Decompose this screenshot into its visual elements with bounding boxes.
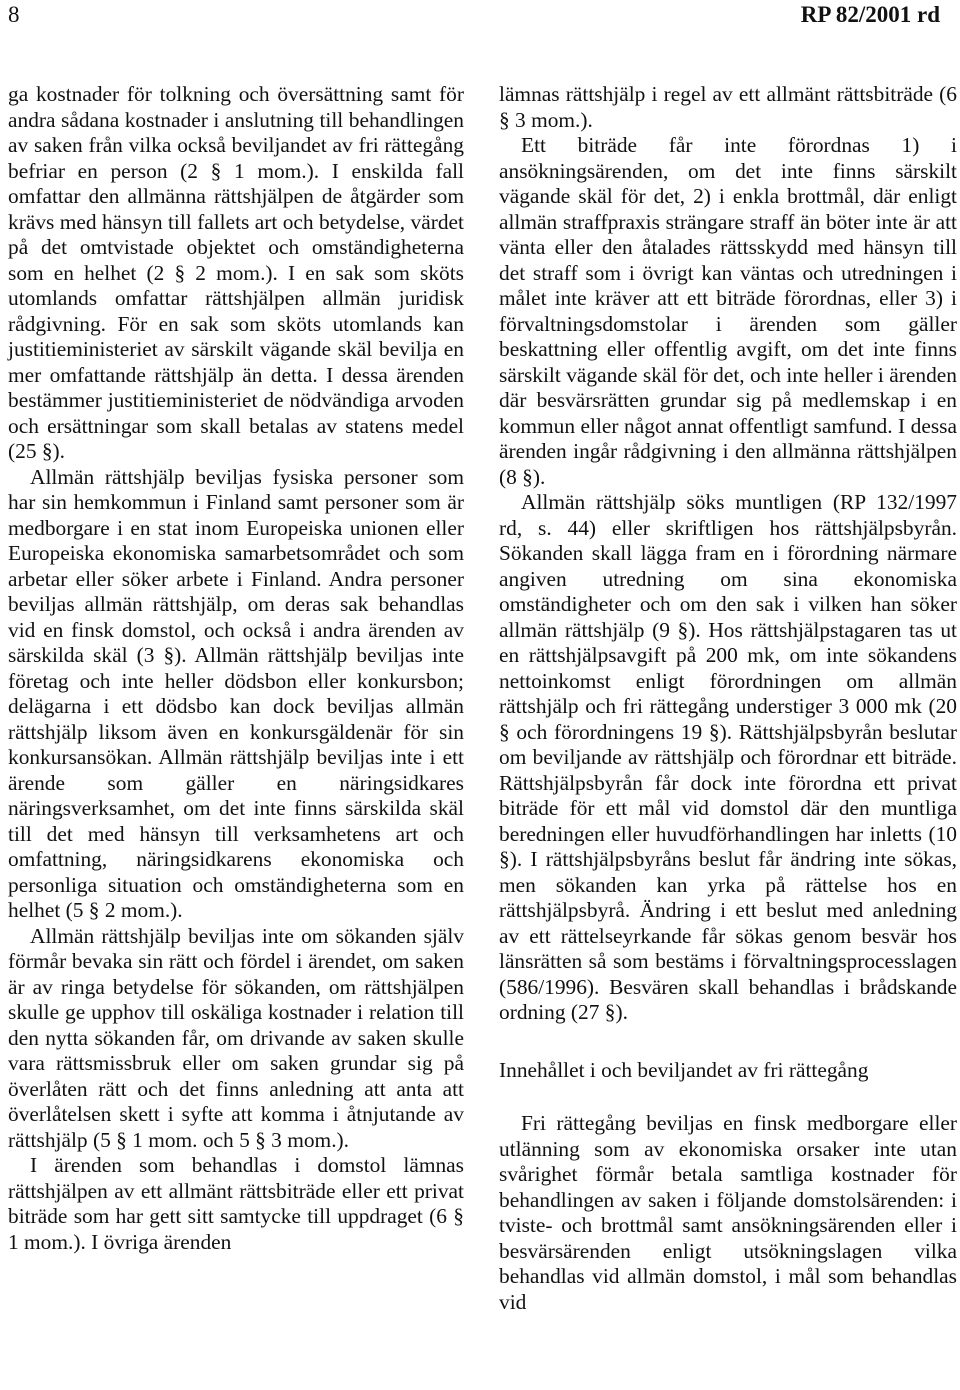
paragraph: I ärenden som behandlas i domstol lämnas rättshjälpen av ett allmänt rättsbiträde eller ett privat biträde som har gett sitt samtycke till uppdraget (6 § 1 mom.). I övriga ärenden <box>8 1153 464 1254</box>
right-column <box>499 82 957 1315</box>
left-column <box>8 82 464 1255</box>
paragraph: Ett biträde får inte förordnas 1) i ansökningsärenden, om det inte finns särskilt vägande skäl för det, 2) i enkla brottmål, där enligt allmän straffpraxis strängare straff än böter inte är att vänta eller den åtalades rättsskydd med hänsyn till det straff som i övrigt kan väntas och utredningen i målet inte kräver att ett biträde förordnas, eller 3) i förvaltningsdomstolar i ärenden som gäller beskattning eller offentlig avgift, om det inte finns särskilt vägande skäl för det, och inte heller i ärenden där besvärsrätten grundar sig på medlemskap i en kommun eller något annat offentligt samfund. I dessa ärenden ingår rådgivning i den allmänna rättshjälpen (8 §). <box>499 133 957 489</box>
running-head: RP 82/2001 rd <box>800 2 940 27</box>
page-number: 8 <box>8 2 20 27</box>
paragraph: Allmän rättshjälp söks muntligen (RP 132/1997 rd, s. 44) eller skriftligen hos rättshjälpsbyrån. Sökanden skall lägga fram en i förordning närmare angiven utredning om sina ekonomiska omständigheter och om den sak i vilken han söker allmän rättshjälp (9 §). Hos rättshjälpstagaren tas ut en rättshjälpsavgift på 200 mk, om inte sökandens nettoinkomst enligt förordningen om allmän rättshjälp och fri rättegång understiger 3 000 mk (20 § och förordningens 19 §). Rättshjälpsbyrån beslutar om beviljande av rättshjälp och förordnar ett biträde. Rättshjälpsbyrån får dock inte förordna ett privat biträde för ett mål vid domstol där den muntliga beredningen eller huvudförhandlingen har inletts (10 §). I rättshjälpsbyråns beslut får ändring inte sökas, men sökanden kan yrka på rättelse hos en rättshjälpsbyrå. Ändring i ett beslut med anledning av ett rättelseyrkande får sökas genom besvär hos länsrätten så som bestäms i förvaltningsprocesslagen (586/1996). Besvären skall behandlas i brådskande ordning (27 §). <box>499 490 957 1024</box>
paragraph: ga kostnader för tolkning och översättning samt för andra sådana kostnader i anslutning till behandlingen av saken från vilka också beviljandet av fri rättegång befriar en person (2 § 1 mom.). I enskilda fall omfattar den allmänna rättshjälpen de åtgärder som krävs med hänsyn till fallets art och betydelse, värdet på det omtvistade objektet och omständigheterna som en helhet (2 § 2 mom.). I en sak som sköts utomlands omfattar rättshjälpen allmän juridisk rådgivning. För en sak som sköts utomlands kan justitieministeriet av särskilt vägande skäl bevilja en mer omfattande rättshjälp än detta. I dessa ärenden bestämmer justitieministeriet de nödvändiga arvoden och ersättningar som skall betalas av statens medel (25 §). <box>8 82 464 463</box>
paragraph: Fri rättegång beviljas en finsk medborgare eller utlänning som av ekonomiska orsaker inte utan svårighet förmår betala samtliga kostnader för behandlingen av saken i följande domstolsärenden: i tviste- och brottmål samt ansökningsärenden eller i besvärsärenden enligt utsökningslagen vilka behandlas vid allmän domstol, i mål som behandlas vid <box>499 1111 957 1314</box>
section-heading: Innehållet i och beviljandet av fri rättegång <box>499 1057 869 1082</box>
paragraph: Allmän rättshjälp beviljas inte om sökanden själv förmår bevaka sin rätt och fördel i ärendet, om saken är av ringa betydelse för sökanden, om rättshjälpen skulle ge upphov till oskäliga kostnader i relation till den nytta sökanden får, om drivande av saken skulle vara rättsmissbruk eller om saken grundar sig på överlåten rätt och det finns anledning att anta att överlåtelsen skett i syfte att komma i åtnjutande av rättshjälp (5 § 1 mom. och 5 § 3 mom.). <box>8 923 464 1152</box>
paragraph: Allmän rättshjälp beviljas fysiska personer som har sin hemkommun i Finland samt personer som är medborgare i en stat inom Europeiska unionen eller Europeiska ekonomiska samarbetsområdet och som arbetar eller söker arbete i Finland. Andra personer beviljas allmän rättshjälp, om deras sak behandlas vid en finsk domstol, och också i andra ärenden av särskilda skäl (3 §). Allmän rättshjälp beviljas inte företag och inte heller dödsbon eller konkursbon; delägarna i ett dödsbo kan dock beviljas allmän rättshjälp liksom även en konkursgäldenär för sin konkursansökan. Allmän rättshjälp beviljas inte i ett ärende som gäller en näringsidkares näringsverksamhet, om det inte finns särskilda skäl till det med hänsyn till verksamhetens art och omfattning, näringsidkarens ekonomiska och personliga situation och omständigheterna som en helhet (5 § 2 mom.). <box>8 464 464 922</box>
paragraph: lämnas rättshjälp i regel av ett allmänt rättsbiträde (6 § 3 mom.). <box>499 82 957 132</box>
